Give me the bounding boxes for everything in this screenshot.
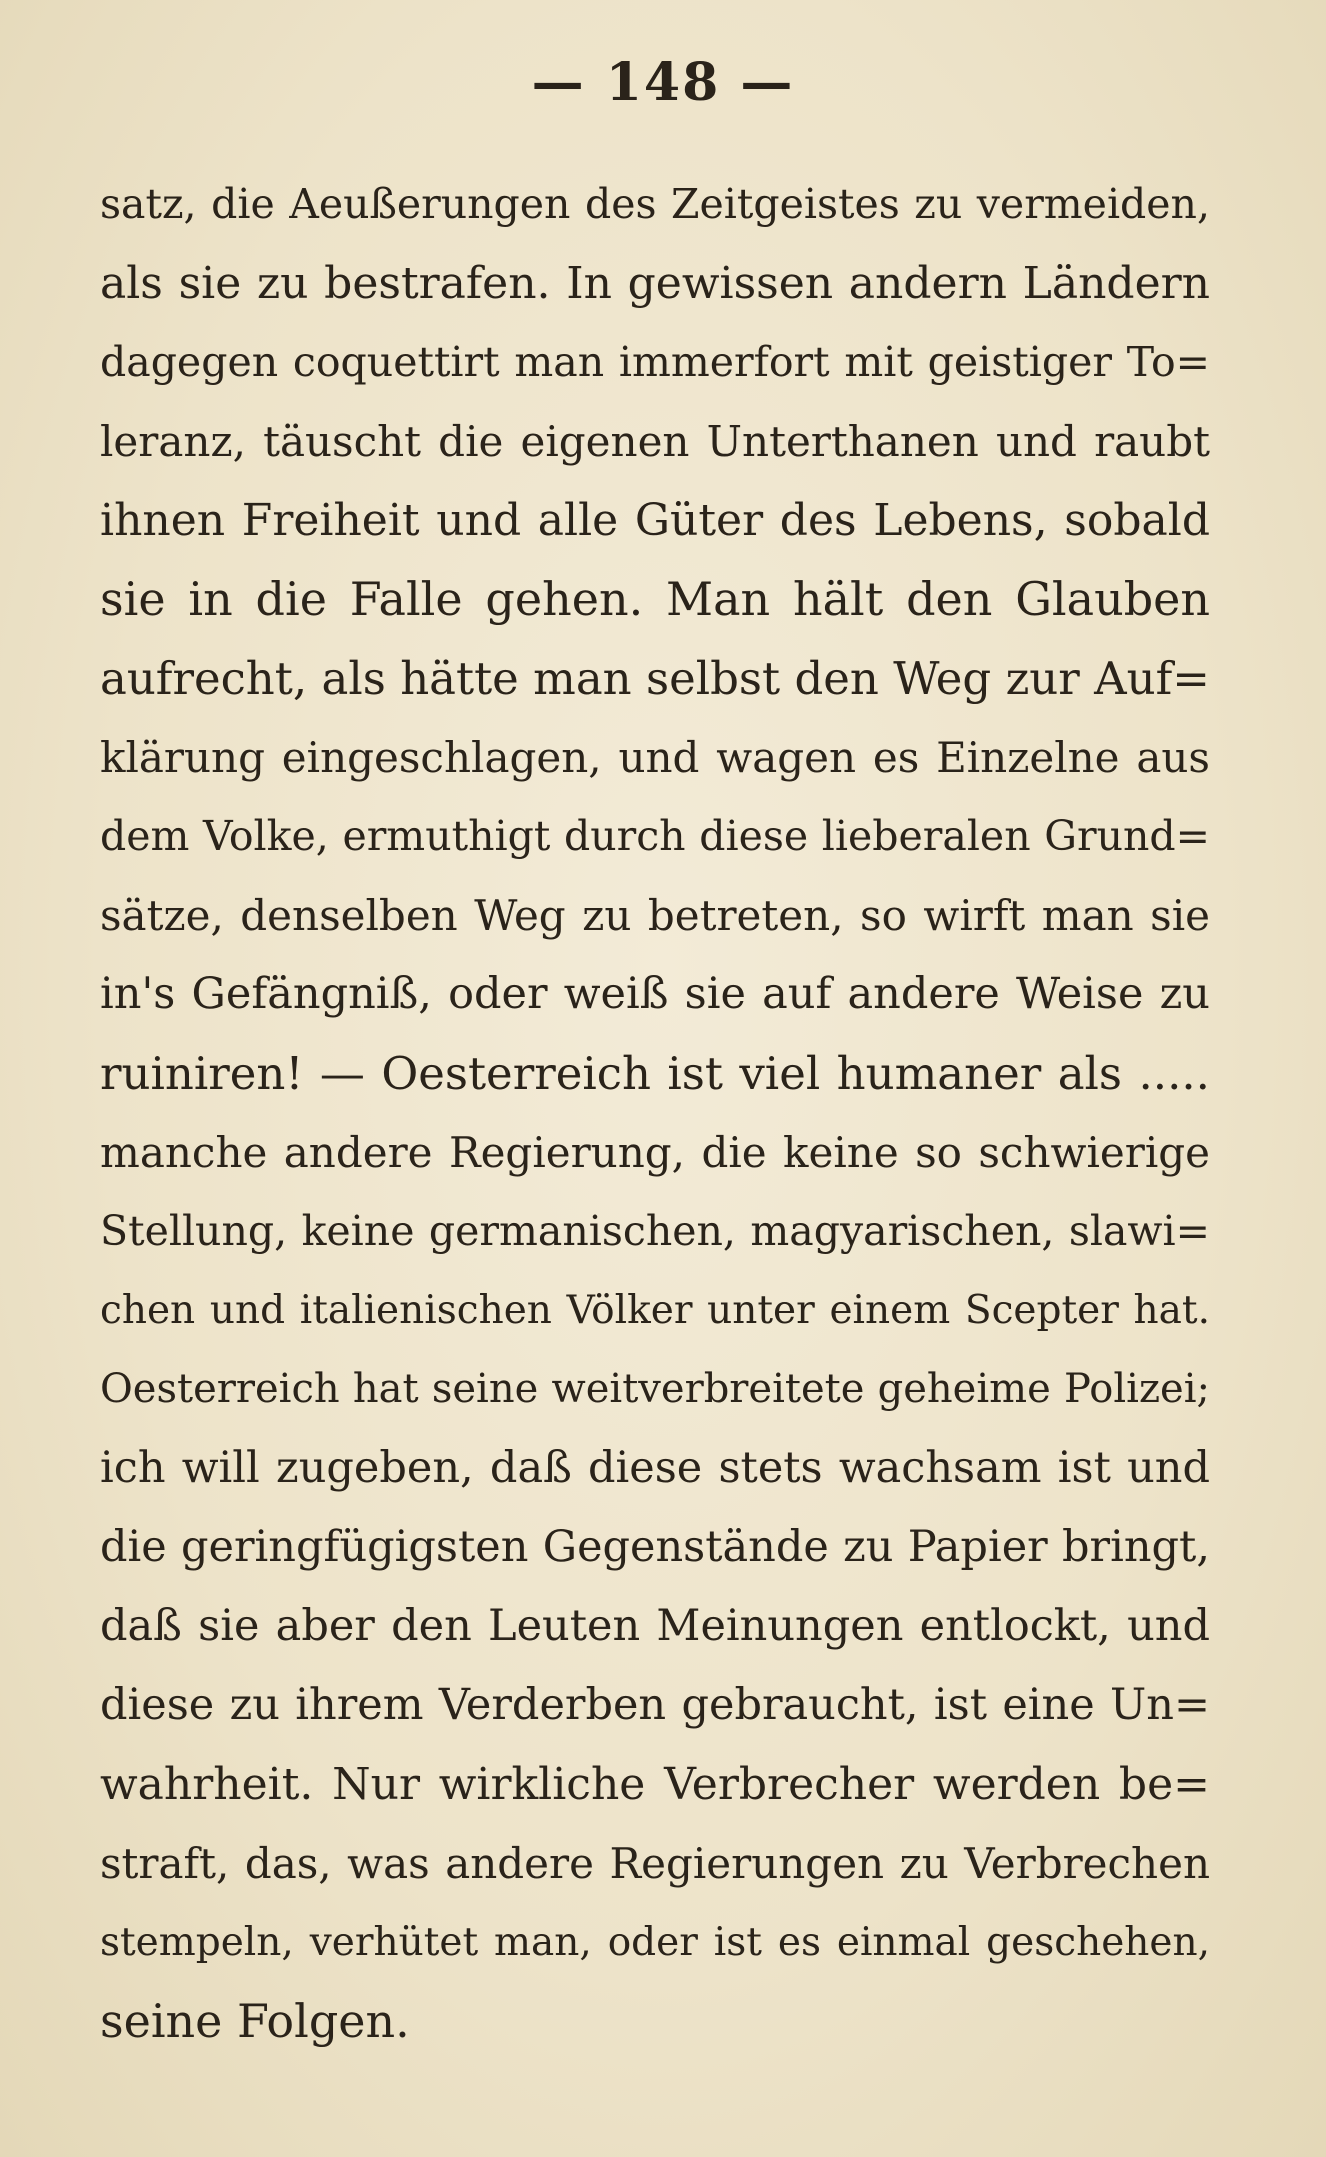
- text-line: satz, die Aeußerungen des Zeitgeistes zu vermeiden,: [100, 180, 1210, 228]
- text-line: die geringfügigsten Gegenstände zu Papier bringt,: [100, 1522, 1210, 1572]
- text-line: Stellung, keine germanischen, magyarischen, slawi=: [100, 1207, 1210, 1255]
- text-line: diese zu ihrem Verderben gebraucht, ist eine Un=: [100, 1680, 1210, 1730]
- text-line: daß sie aber den Leuten Meinungen entlockt, und: [100, 1601, 1210, 1651]
- text-line: aufrecht, als hätte man selbst den Weg zur Auf=: [100, 652, 1210, 705]
- text-line: wahrheit. Nur wirkliche Verbrecher werden be=: [100, 1759, 1210, 1810]
- text-line: seine Folgen.: [100, 1994, 410, 2048]
- text-line: stempeln, verhütet man, oder ist es einmal geschehen,: [100, 1920, 1210, 1965]
- text-line: chen und italienischen Völker unter einem Scepter hat.: [100, 1288, 1210, 1333]
- text-line: sätze, denselben Weg zu betreten, so wirft man sie: [100, 891, 1210, 940]
- text-line: straft, das, was andere Regierungen zu Verbrechen: [100, 1839, 1210, 1888]
- text-line: in's Gefängniß, oder weiß sie auf andere Weise zu: [100, 969, 1210, 1019]
- text-line: ich will zugeben, daß diese stets wachsam ist und: [100, 1443, 1210, 1493]
- text-line: manche andere Regierung, die keine so schwierige: [100, 1128, 1210, 1177]
- text-line: klärung eingeschlagen, und wagen es Einzelne aus: [100, 733, 1210, 782]
- text-line: dem Volke, ermuthigt durch diese lieberalen Grund=: [100, 812, 1210, 860]
- text-line: dagegen coquettirt man immerfort mit geistiger To=: [100, 338, 1210, 386]
- text-line: Oesterreich hat seine weitverbreitete geheime Polizei;: [100, 1366, 1210, 1412]
- text-line: ihnen Freiheit und alle Güter des Lebens, sobald: [100, 495, 1210, 546]
- text-line: sie in die Falle gehen. Man hält den Glauben: [100, 572, 1210, 626]
- page-number: — 148 —: [531, 52, 795, 113]
- body-text: [100, 165, 1210, 2061]
- text-line: leranz, täuscht die eigenen Unterthanen und raubt: [100, 417, 1210, 466]
- text-line: als sie zu bestrafen. In gewissen andern Ländern: [100, 258, 1210, 309]
- text-line: ruiniren! — Oesterreich ist viel humaner als .....: [100, 1047, 1210, 1100]
